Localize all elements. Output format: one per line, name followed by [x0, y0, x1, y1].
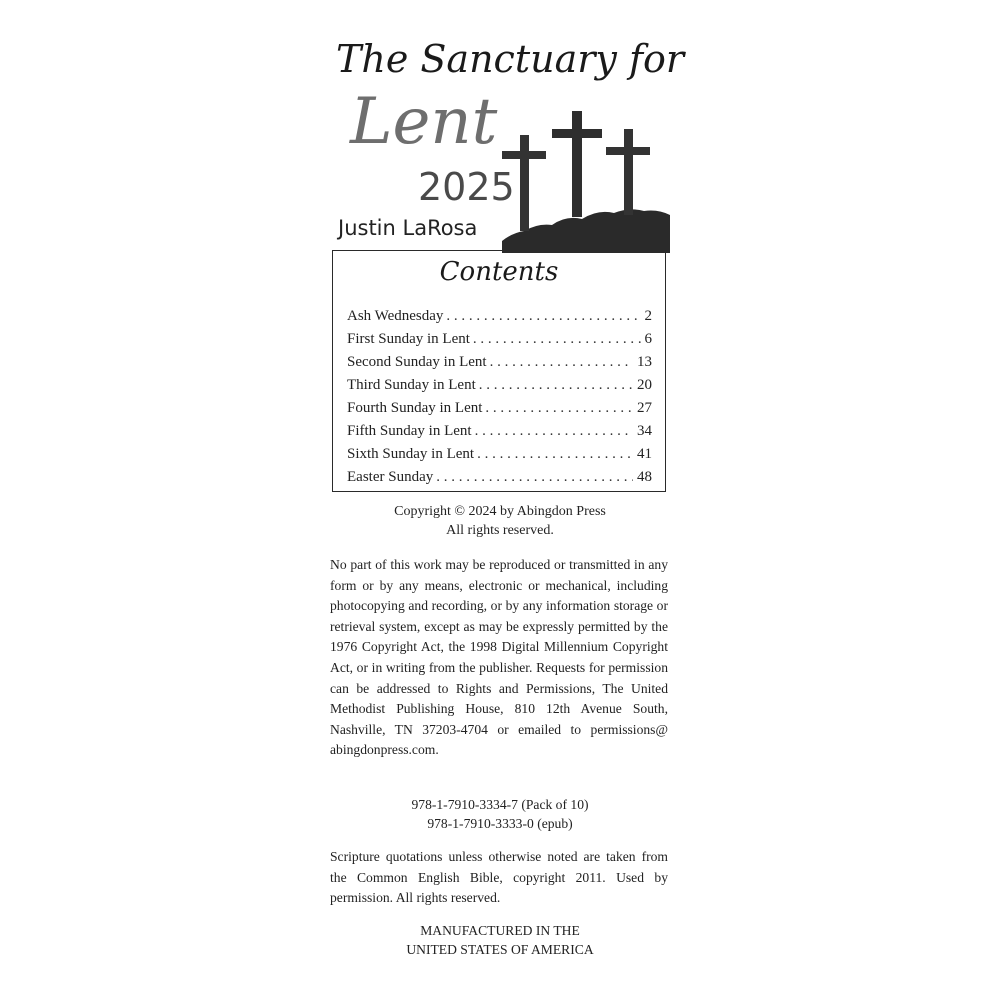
toc-leader-dots [475, 423, 633, 440]
toc-entry-label: First Sunday in Lent [347, 331, 470, 347]
toc-entry-page: 2 [644, 308, 652, 324]
toc-leader-dots [477, 446, 633, 463]
toc-entry [347, 469, 652, 492]
toc-entry-label: Fourth Sunday in Lent [347, 400, 483, 416]
toc-entry-page: 6 [644, 331, 652, 347]
toc-entry [347, 400, 652, 423]
toc-list [347, 308, 652, 492]
toc-entry [347, 308, 652, 331]
toc-entry-label: Ash Wednesday [347, 308, 444, 324]
title-line-2: Lent [350, 85, 498, 159]
toc-leader-dots [485, 400, 633, 417]
three-crosses-icon [502, 107, 670, 253]
title-block [330, 35, 685, 250]
toc-entry-page: 20 [637, 377, 652, 393]
manufactured-line-2: UNITED STATES OF AMERICA [406, 942, 594, 957]
toc-entry-page: 41 [637, 446, 652, 462]
title-line-1: The Sanctuary for [336, 37, 685, 81]
permissions-paragraph: No part of this work may be reproduced or transmitted in any form or by any means, electronic or mechanical, including photocopying and recording, or by any information storage or retrieval system, except as may be expressly permitted by the 1976 Copyright Act, the 1998 Digital Millennium Copyright Act, or in writing from the publisher. Requests for permission can be addressed to Rights and Permissions, The United Methodist Publishing House, 810 12th Avenue South, Nashville, TN 37203-4704 or emailed to permissions@ abingdonpress.com. [330, 557, 668, 758]
toc-entry-label: Second Sunday in Lent [347, 354, 487, 370]
toc-entry-label: Third Sunday in Lent [347, 377, 476, 393]
manufactured-notice [330, 921, 670, 959]
toc-entry-label: Easter Sunday [347, 469, 434, 485]
toc-leader-dots [479, 377, 633, 394]
toc-leader-dots [436, 469, 633, 486]
toc-leader-dots [446, 308, 640, 325]
toc-entry-page: 48 [637, 469, 652, 485]
scripture-notice: Scripture quotations unless otherwise noted are taken from the Common English Bible, copyright 2011. Used by permission. All rights reserved. [330, 849, 668, 906]
toc-entry-page: 34 [637, 423, 652, 439]
toc-leader-dots [473, 331, 641, 348]
toc-entry [347, 354, 652, 377]
toc-leader-dots [490, 354, 633, 371]
isbn-print: 978-1-7910-3334-7 (Pack of 10) [411, 797, 589, 812]
toc-entry [347, 423, 652, 446]
author-name: Justin LaRosa [338, 216, 478, 240]
rights-reserved-line: All rights reserved. [446, 523, 554, 538]
toc-entry-page: 13 [637, 354, 652, 370]
isbn-block [330, 795, 670, 833]
table-of-contents [332, 250, 666, 492]
toc-entry-label: Sixth Sunday in Lent [347, 446, 475, 462]
toc-entry-page: 27 [637, 400, 652, 416]
isbn-epub: 978-1-7910-3333-0 (epub) [427, 816, 573, 831]
title-year: 2025 [418, 165, 515, 209]
contents-heading: Contents [439, 257, 559, 287]
toc-entry [347, 331, 652, 354]
toc-entry [347, 446, 652, 469]
manufactured-line-1: MANUFACTURED IN THE [420, 923, 580, 938]
copyright-notice [330, 502, 670, 540]
copyright-line: Copyright © 2024 by Abingdon Press [394, 504, 606, 519]
toc-entry-label: Fifth Sunday in Lent [347, 423, 472, 439]
toc-entry [347, 377, 652, 400]
